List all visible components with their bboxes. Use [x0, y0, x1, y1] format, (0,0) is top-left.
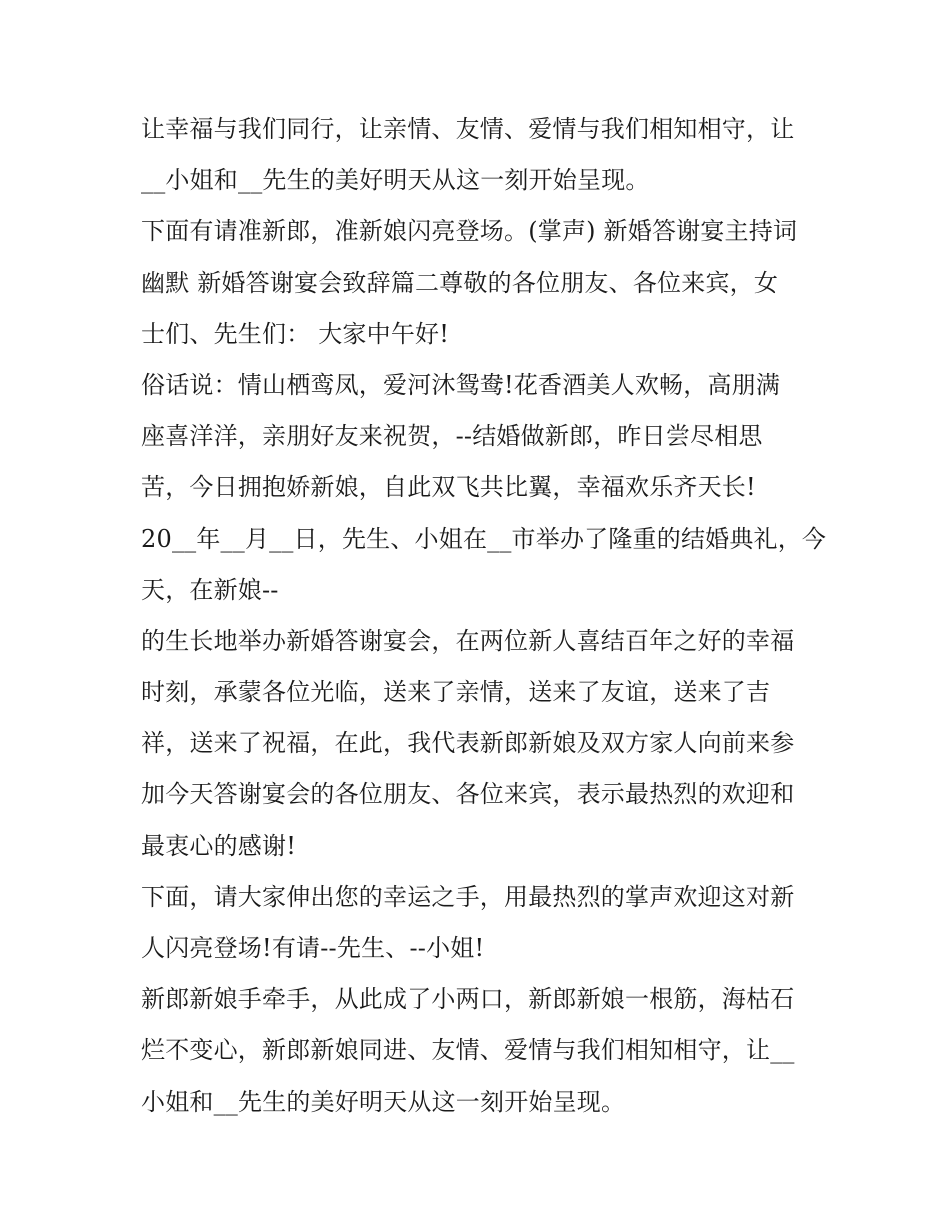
text-line: 让幸福与我们同行，让亲情、友情、爱情与我们相知相守，让 — [141, 115, 795, 143]
text-line: 祥，送来了祝福，在此，我代表新郎新娘及双方家人向前来参 — [141, 729, 795, 758]
text-line: 苦，今日拥抱娇新娘，自此双飞共比翼，幸福欢乐齐天长! — [141, 473, 756, 502]
document-body — [141, 104, 827, 1128]
text-line: 新郎新娘手牵手，从此成了小两口，新郎新娘一根筋，海枯石 — [141, 985, 795, 1014]
text-line: 座喜洋洋，亲朋好友来祝贺，--结婚做新郎，昨日尝尽相思 — [141, 422, 763, 451]
text-line: 20__年__月__日，先生、小姐在__市举办了隆重的结婚典礼，今 — [141, 524, 827, 553]
text-line: 最衷心的感谢! — [141, 831, 297, 860]
text-line: 天，在新娘-- — [141, 575, 279, 604]
text-line: 小姐和__先生的美好明天从这一刻开始呈现。 — [141, 1087, 626, 1116]
text-line: 幽默 新婚答谢宴会致辞篇二尊敬的各位朋友、各位来宾，女 — [141, 268, 779, 297]
text-line: __小姐和__先生的美好明天从这一刻开始呈现。 — [141, 166, 650, 195]
text-line: 下面有请准新郎，准新娘闪亮登场。(掌声) 新婚答谢宴主持词 — [141, 217, 798, 246]
text-line: 人闪亮登场!有请--先生、--小姐! — [141, 934, 485, 962]
text-line: 的生长地举办新婚答谢宴会，在两位新人喜结百年之好的幸福 — [141, 626, 795, 655]
text-line: 烂不变心，新郎新娘同进、友情、爱情与我们相知相守，让__ — [141, 1036, 795, 1065]
text-line: 加今天答谢宴会的各位朋友、各位来宾，表示最热烈的欢迎和 — [141, 780, 795, 809]
text-line: 俗话说：情山栖鸾凤，爱河沐鸳鸯!花香酒美人欢畅，高朋满 — [141, 370, 781, 399]
text-line: 士们、先生们： 大家中午好! — [141, 319, 450, 348]
text-line: 时刻，承蒙各位光临，送来了亲情，送来了友谊，送来了吉 — [141, 678, 771, 707]
text-line: 下面，请大家伸出您的幸运之手，用最热烈的掌声欢迎这对新 — [141, 882, 795, 911]
